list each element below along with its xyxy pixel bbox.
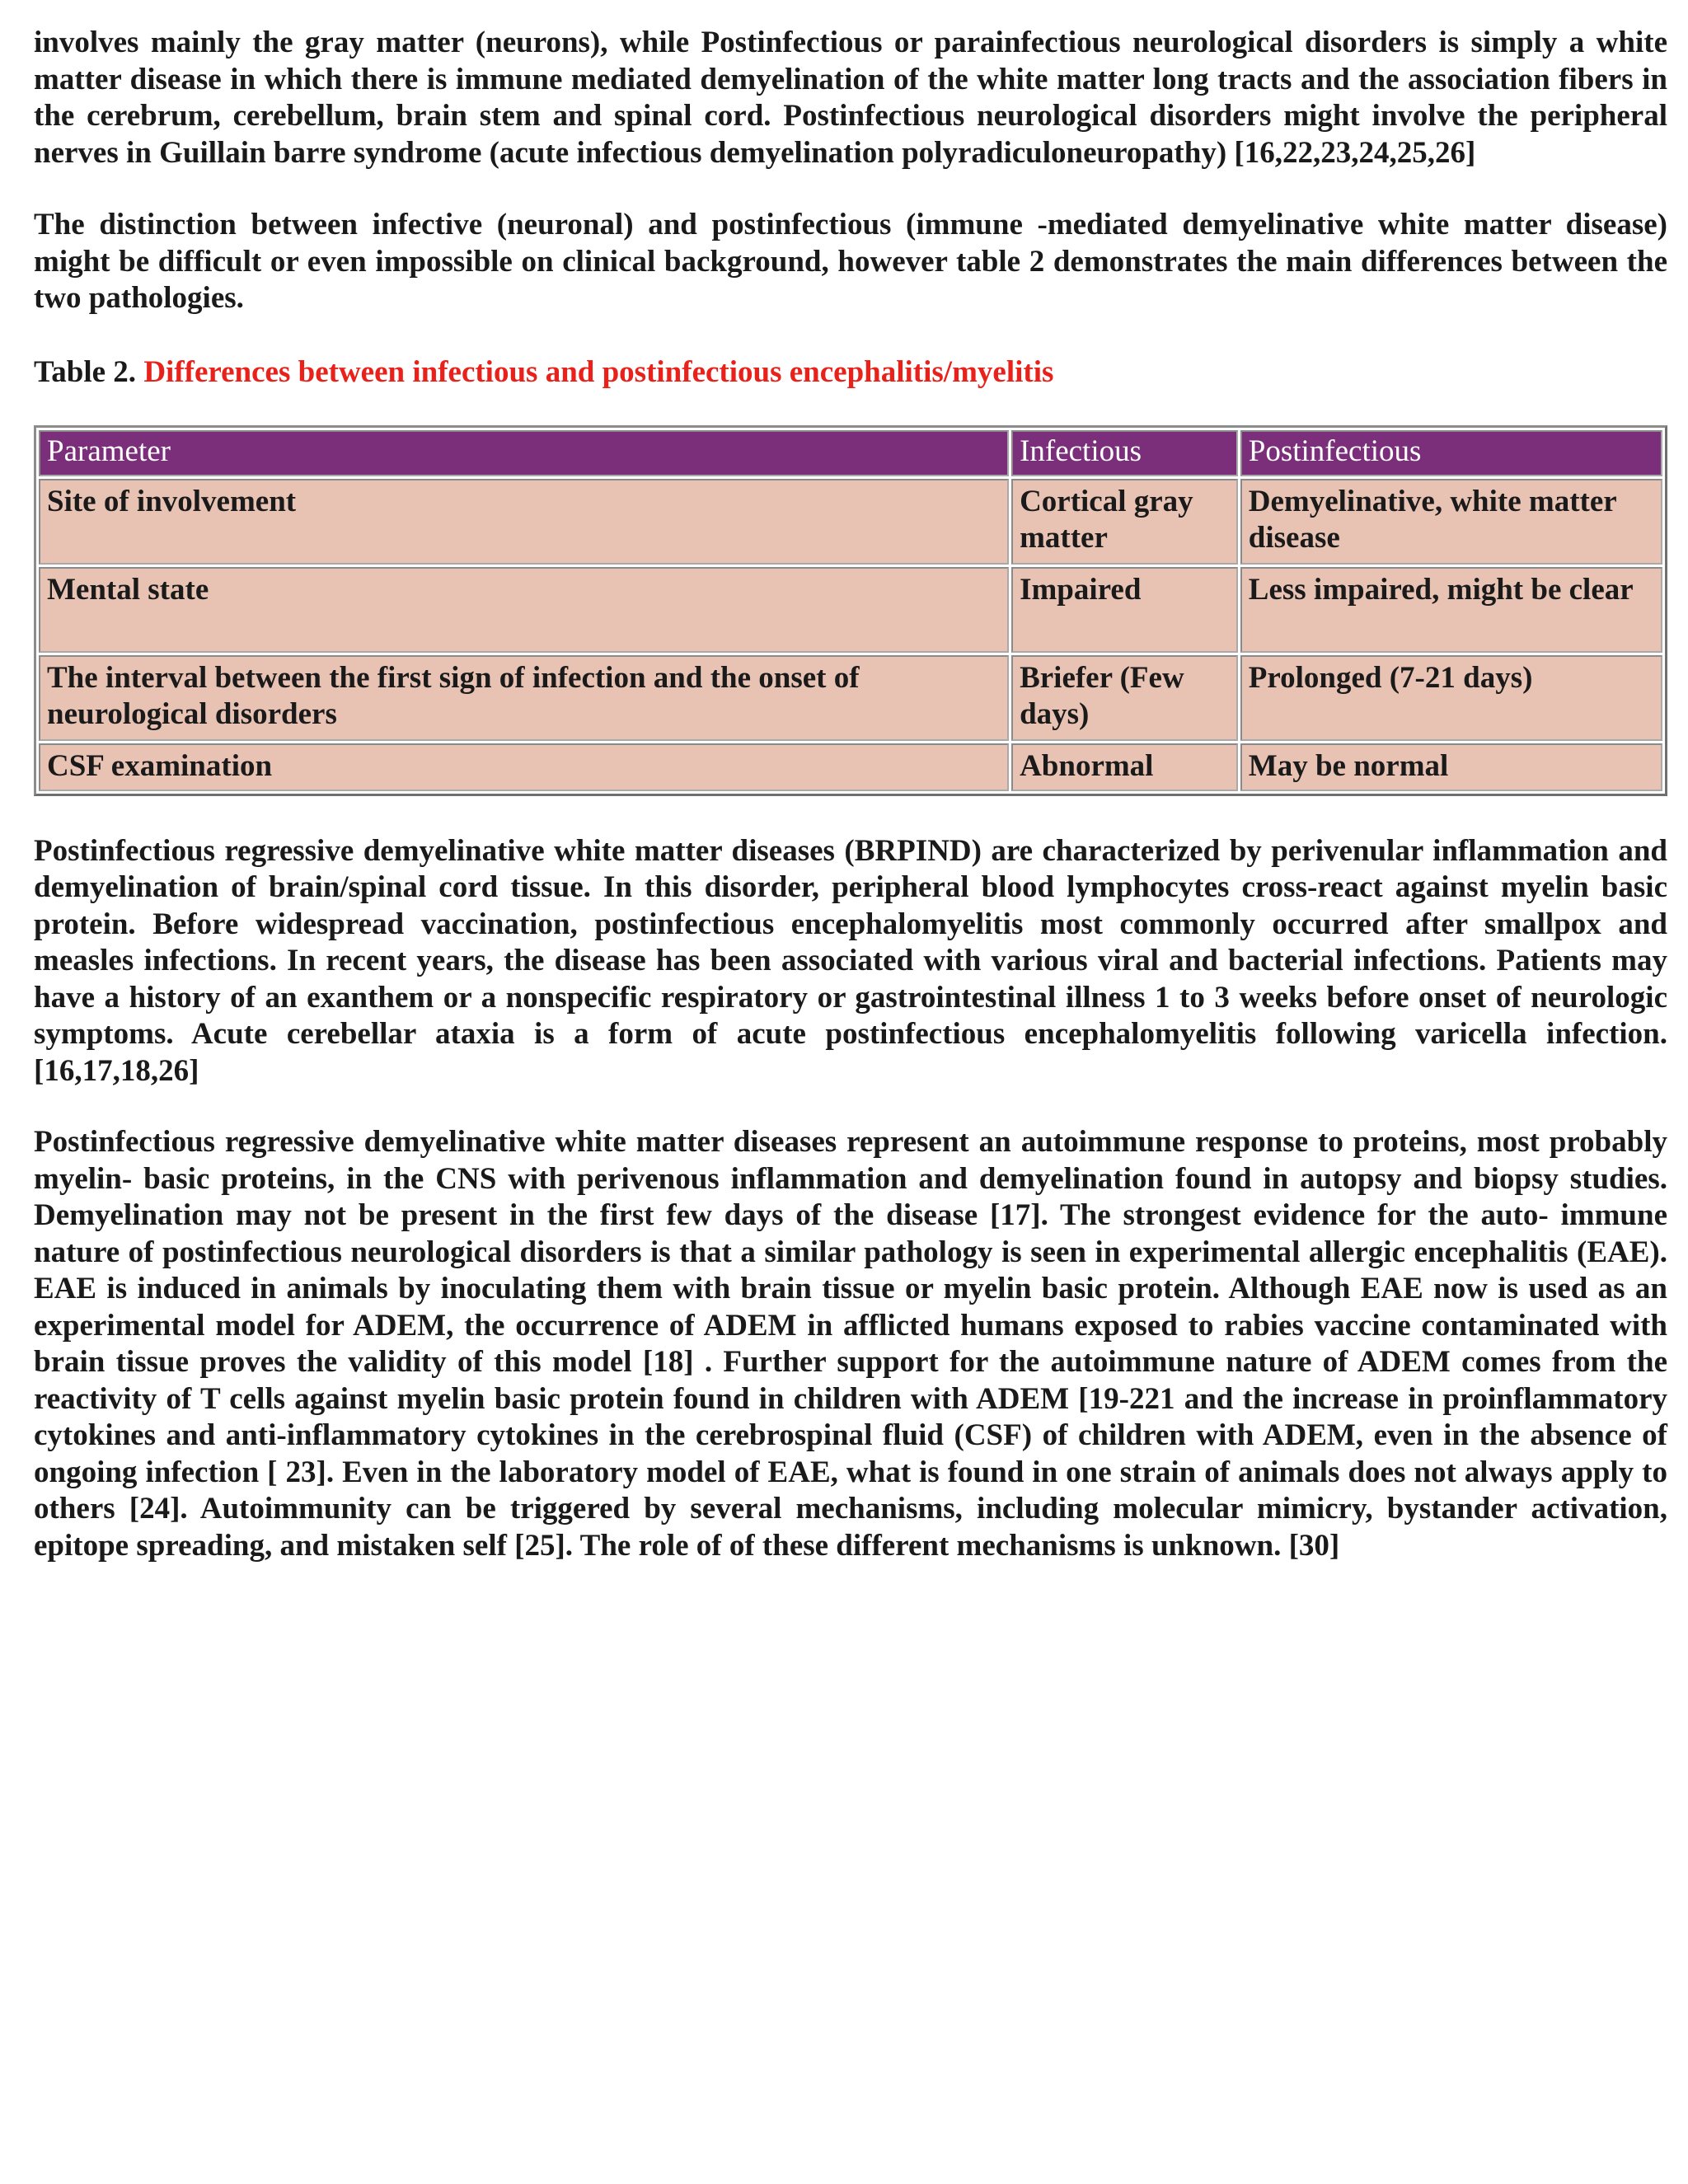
cell-parameter: Mental state xyxy=(39,567,1009,653)
document-page xyxy=(34,25,1667,1564)
cell-parameter: CSF examination xyxy=(39,743,1009,791)
table-row xyxy=(39,743,1662,791)
table-caption-title: Differences between infectious and postinfectious encephalitis/myelitis xyxy=(143,354,1054,389)
paragraph-distinction: The distinction between infective (neuronal) and postinfectious (immune -mediated demyelinative white matter disease) might be difficult or even impossible on clinical background, however table 2 demonstrates the main differences between the two pathologies. xyxy=(34,208,1667,315)
cell-infectious: Abnormal xyxy=(1011,743,1238,791)
paragraph-brpind: Postinfectious regressive demyelinative white matter diseases (BRPIND) are characterized by perivenular inflammation and demyelination of brain/spinal cord tissue. In this disorder, peripheral blood lymphocytes cross-react against myelin basic protein. Before widespread vaccination, postinfectious encephalomyelitis most commonly occurred after smallpox and measles infections. In recent years, the disease has been associated with various viral and bacterial infections. Patients may have a history of an exanthem or a nonspecific respiratory or gastrointestinal illness 1 to 3 weeks before onset of neurologic symptoms. Acute cerebellar ataxia is a form of acute postinfectious encephalomyelitis following varicella infection. [16,17,18,26] xyxy=(34,833,1667,1088)
header-postinfectious: Postinfectious xyxy=(1240,430,1662,476)
differences-table-frame xyxy=(34,425,1667,796)
table-caption-label: Table 2. xyxy=(34,354,137,389)
paragraph-neuronal-vs-postinfectious: involves mainly the gray matter (neurons), while Postinfectious or parainfectious neurological disorders is simply a white matter disease in which there is immune mediated demyelination of the white matter long tracts and the association fibers in the cerebrum, cerebellum, brain stem and spinal cord. Postinfectious neurological disorders might involve the peripheral nerves in Guillain barre syndrome (acute infectious demyelination polyradiculoneuropathy) [16,22,23,24,25,26] xyxy=(34,26,1667,170)
table-caption xyxy=(34,354,1667,391)
header-infectious: Infectious xyxy=(1011,430,1238,476)
table-row xyxy=(39,567,1662,653)
header-parameter: Parameter xyxy=(39,430,1009,476)
table-header-row xyxy=(39,430,1662,476)
cell-postinfectious: Less impaired, might be clear xyxy=(1240,567,1662,653)
paragraph-autoimmune-response: Postinfectious regressive demyelinative white matter diseases represent an autoimmune response to proteins, most probably myelin- basic proteins, in the CNS with perivenous inflammation and demyelination found in autopsy and biopsy studies. Demyelination may not be present in the first few days of the disease [17]. The strongest evidence for the auto- immune nature of postinfectious neurological disorders is that a similar pathology is seen in experimental allergic encephalitis (EAE). EAE is induced in animals by inoculating them with brain tissue or myelin basic protein. Although EAE now is used as an experimental model for ADEM, the occurrence of ADEM in afflicted humans exposed to rabies vaccine contaminated with brain tissue proves the validity of this model [18] . Further support for the autoimmune nature of ADEM comes from the reactivity of T cells against myelin basic protein found in children with ADEM [19-221 and the increase in proinflammatory cytokines and anti-inflammatory cytokines in the cerebrospinal fluid (CSF) of children with ADEM, even in the absence of ongoing infection [ 23]. Even in the laboratory model of EAE, what is found in one strain of animals does not always apply to others [24]. Autoimmunity can be triggered by several mechanisms, including molecular mimicry, bystander activation, epitope spreading, and mistaken self [25]. The role of of these different mechanisms is unknown. [30] xyxy=(34,1125,1667,1563)
cell-infectious: Impaired xyxy=(1011,567,1238,653)
cell-infectious: Briefer (Few days) xyxy=(1011,655,1238,741)
cell-postinfectious: Demyelinative, white matter disease xyxy=(1240,479,1662,565)
table-row xyxy=(39,655,1662,741)
differences-table xyxy=(36,428,1665,794)
cell-postinfectious: Prolonged (7-21 days) xyxy=(1240,655,1662,741)
table-row xyxy=(39,479,1662,565)
cell-postinfectious: May be normal xyxy=(1240,743,1662,791)
cell-infectious: Cortical gray matter xyxy=(1011,479,1238,565)
cell-parameter: The interval between the first sign of infection and the onset of neurological disorders xyxy=(39,655,1009,741)
cell-parameter: Site of involvement xyxy=(39,479,1009,565)
